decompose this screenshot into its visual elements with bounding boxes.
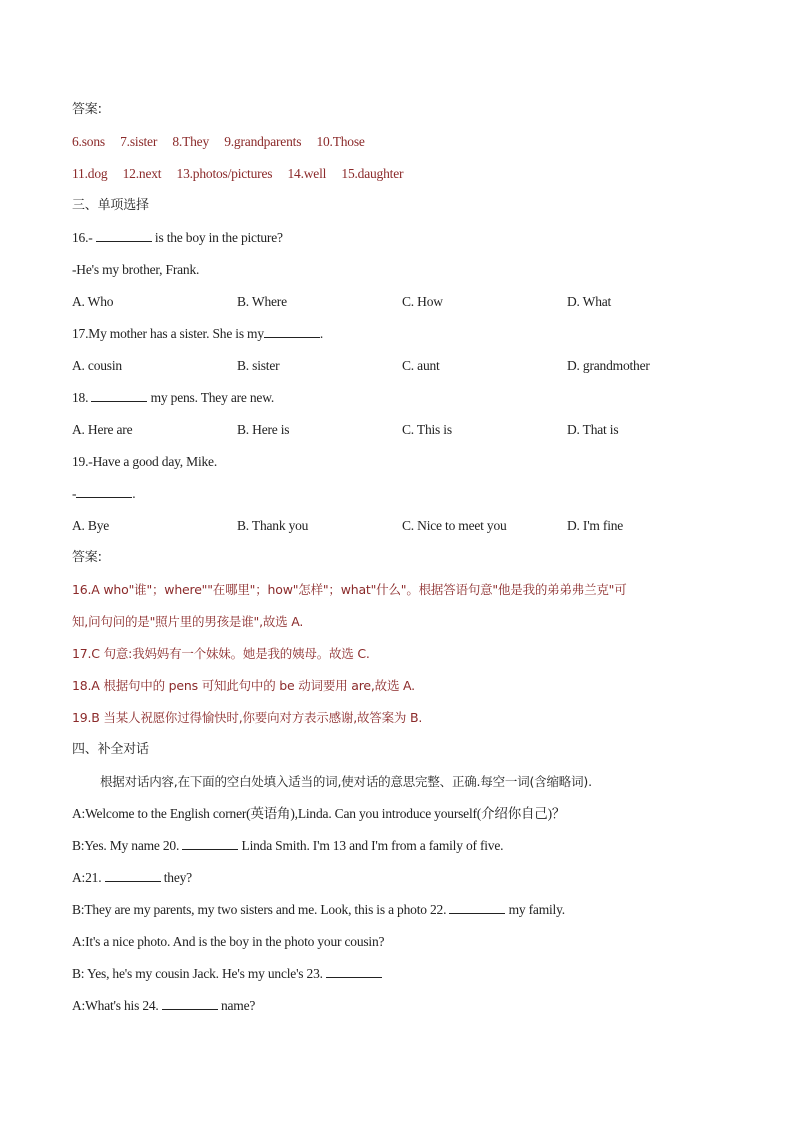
answers-row-2: [72, 162, 732, 194]
question-prefix: 17.My mother has a sister. She is my: [72, 326, 264, 341]
dialogue-line: [72, 898, 732, 930]
option-d: D. What: [567, 294, 612, 309]
answer-blank: [449, 899, 505, 914]
answer-blank: [264, 323, 320, 338]
answer-item: 13.photos/pictures: [176, 166, 273, 181]
dialogue-suffix: they?: [160, 870, 192, 885]
question-17: [72, 322, 732, 354]
answer-label: 答案:: [72, 550, 102, 565]
answer-blank: [105, 867, 161, 882]
dialogue-line: [72, 994, 732, 1026]
answer-blank: [91, 387, 147, 402]
question-suffix: my pens. They are new.: [147, 390, 275, 405]
dialogue-line: A:Welcome to the English corner(英语角),Linda. Can you introduce yourself(介绍你自己)？: [72, 806, 566, 821]
option-a: A. Bye: [72, 518, 110, 533]
question-prefix: -: [72, 486, 77, 501]
answer-blank: [162, 995, 218, 1010]
answer-item: 7.sister: [120, 134, 158, 149]
question-18: [72, 386, 732, 418]
dialogue-line: A:It's a nice photo. And is the boy in the photo your cousin?: [72, 934, 385, 949]
answer-item: 11.dog: [72, 166, 108, 181]
question-19-options: [72, 514, 732, 546]
document-page: [72, 98, 732, 1026]
answer-item: 9.grandparents: [224, 134, 302, 149]
option-a: A. cousin: [72, 358, 122, 373]
question-18-options: [72, 418, 732, 450]
option-b: B. Here is: [237, 422, 290, 437]
dialogue-prefix: A:21.: [72, 870, 105, 885]
option-d: D. That is: [567, 422, 619, 437]
dialogue-prefix: B: Yes, he's my cousin Jack. He's my uncle's 23.: [72, 966, 326, 981]
explanation-16-line-1: 16.A who"谁"；where""在哪里"；how"怎样"；what"什么"。根据答语句意"他是我的弟弟弗兰克"可: [72, 582, 627, 597]
answer-blank: [182, 835, 238, 850]
dialogue-suffix: name?: [217, 998, 256, 1013]
option-d: D. grandmother: [567, 358, 650, 373]
explanation-16-line-2: 知,问句问的是"照片里的男孩是谁",故选 A.: [72, 614, 304, 629]
dialogue-prefix: B:Yes. My name 20.: [72, 838, 183, 853]
explanation-17: 17.C 句意:我妈妈有一个妹妹。她是我的姨母。故选 C.: [72, 646, 370, 661]
section-title: 三、单项选择: [72, 198, 149, 213]
answer-item: 6.sons: [72, 134, 105, 149]
question-17-options: [72, 354, 732, 386]
dialogue-prefix: B:They are my parents, my two sisters and me. Look, this is a photo 22.: [72, 902, 450, 917]
dialogue-suffix: Linda Smith. I'm 13 and I'm from a family of five.: [238, 838, 504, 853]
question-prefix: 18.: [72, 390, 92, 405]
question-prefix: 16.-: [72, 230, 96, 245]
answer-blank: [326, 963, 382, 978]
question-16-reply: -He's my brother, Frank.: [72, 262, 200, 277]
question-16-options: [72, 290, 732, 322]
explanation-18: 18.A 根据句中的 pens 可知此句中的 be 动词要用 are,故选 A.: [72, 678, 415, 693]
answer-blank: [96, 227, 152, 242]
option-a: A. Here are: [72, 422, 133, 437]
question-19: 19.-Have a good day, Mike.: [72, 454, 218, 469]
dialogue-line: [72, 866, 732, 898]
option-c: C. aunt: [402, 358, 440, 373]
option-b: B. sister: [237, 358, 280, 373]
option-c: C. How: [402, 294, 443, 309]
dialogue-line: [72, 962, 732, 994]
option-b: B. Thank you: [237, 518, 309, 533]
answer-item: 12.next: [122, 166, 162, 181]
dialogue-line: [72, 834, 732, 866]
option-d: D. I'm fine: [567, 518, 624, 533]
section-title: 四、补全对话: [72, 742, 149, 757]
option-b: B. Where: [237, 294, 287, 309]
question-suffix: .: [132, 486, 136, 501]
dialogue-prefix: A:What's his 24.: [72, 998, 162, 1013]
explanation-19: 19.B 当某人祝愿你过得愉快时,你要向对方表示感谢,故答案为 B.: [72, 710, 423, 725]
dialogue-suffix: my family.: [505, 902, 565, 917]
answer-blank: [76, 483, 132, 498]
answer-item: 10.Those: [316, 134, 365, 149]
section-instruction: 根据对话内容,在下面的空白处填入适当的词,使对话的意思完整、正确.每空一词(含缩略词).: [100, 774, 592, 789]
answers-row-1: [72, 130, 732, 162]
answer-item: 8.They: [172, 134, 210, 149]
question-suffix: .: [319, 326, 324, 341]
question-16: [72, 226, 732, 258]
question-19-reply: [72, 482, 732, 514]
question-suffix: is the boy in the picture?: [151, 230, 283, 245]
answer-label: 答案:: [72, 102, 102, 117]
option-c: C. Nice to meet you: [402, 518, 507, 533]
option-c: C. This is: [402, 422, 452, 437]
option-a: A. Who: [72, 294, 114, 309]
answer-item: 14.well: [287, 166, 327, 181]
answer-item: 15.daughter: [341, 166, 404, 181]
